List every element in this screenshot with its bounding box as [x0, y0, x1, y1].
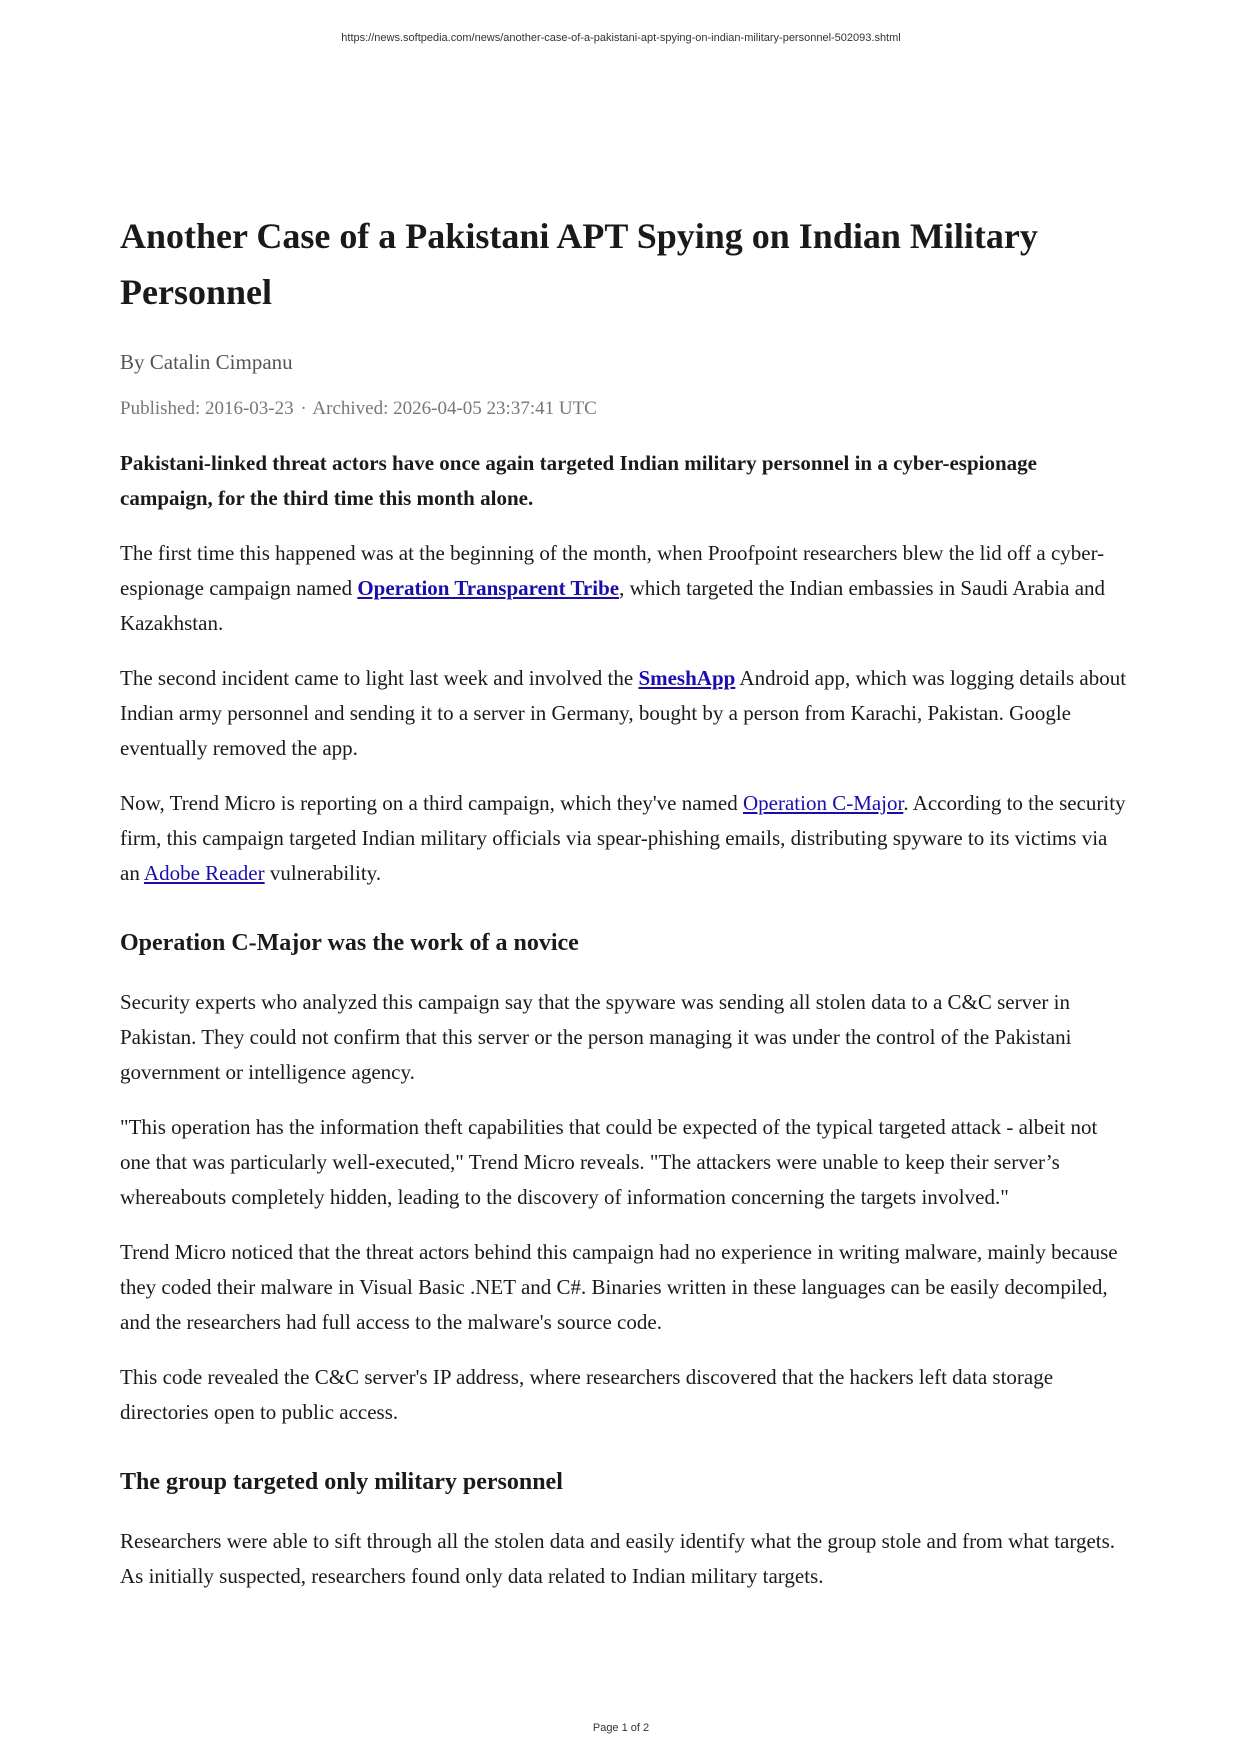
article [120, 208, 1130, 1594]
paragraph-3 [120, 786, 1130, 891]
page-number: Page 1 of 2 [592, 1722, 650, 1734]
archived-date: Archived: 2026-04-05 23:37:41 UTC [312, 398, 597, 419]
article-byline: By Catalin Cimpanu [120, 350, 293, 374]
paragraph-3-text-c: vulnerability. [264, 861, 382, 885]
operation-c-major-link[interactable]: Operation C-Major [742, 791, 904, 815]
paragraph-4: Security experts who analyzed this campaign say that the spyware was sending all stolen data to a C&C server in Pakistan. They could not confirm that this server or the person managing it was under the control of the Pakistani government or intelligence agency. [120, 990, 1072, 1084]
page-url-header: https://news.softpedia.com/news/another-case-of-a-pakistani-apt-spying-on-indian-military-personnel-502093.shtml [341, 32, 901, 44]
paragraph-6: Trend Micro noticed that the threat actors behind this campaign had no experience in writing malware, mainly because they coded their malware in Visual Basic .NET and C#. Binaries written in these languages can be easily decompiled, and the researchers had full access to the malware's source code. [120, 1240, 1118, 1334]
operation-transparent-tribe-link[interactable]: Operation Transparent Tribe [357, 576, 620, 600]
paragraph-3-text-b: . According to the security firm, this campaign targeted Indian military officials via spear-phishing emails, distributing spyware to its victims via an [120, 791, 1126, 885]
article-title: Another Case of a Pakistani APT Spying on Indian Military Personnel [120, 216, 1038, 312]
smeshapp-link[interactable]: SmeshApp [638, 666, 736, 690]
paragraph-3-text-a: Now, Trend Micro is reporting on a third campaign, which they've named [120, 791, 743, 815]
paragraph-1-text-b: , which targeted the Indian embassies in Saudi Arabia and Kazakhstan. [120, 576, 1106, 635]
paragraph-1-text-a: The first time this happened was at the beginning of the month, when Proofpoint researchers blew the lid off a cyber-espionage campaign named [120, 541, 1105, 600]
section-heading-military: The group targeted only military personnel [120, 1469, 563, 1495]
article-lede: Pakistani-linked threat actors have once again targeted Indian military personnel in a cyber-espionage campaign, for the third time this month alone. [120, 451, 1037, 510]
published-date: Published: 2016-03-23 [120, 398, 294, 419]
paragraph-7: This code revealed the C&C server's IP address, where researchers discovered that the hackers left data storage directories open to public access. [120, 1365, 1054, 1424]
adobe-reader-link[interactable]: Adobe Reader [143, 861, 265, 885]
paragraph-5: "This operation has the information theft capabilities that could be expected of the typical targeted attack - albeit not one that was particularly well-executed," Trend Micro reveals. "The attackers were unable to keep their server’s whereabouts completely hidden, leading to the discovery of information concerning the targets involved." [120, 1115, 1098, 1209]
article-meta [120, 396, 1130, 422]
meta-separator: · [300, 398, 307, 419]
paragraph-2 [120, 661, 1130, 766]
paragraph-2-text-b: Android app, which was logging details about Indian army personnel and sending it to a server in Germany, bought by a person from Karachi, Pakistan. Google eventually removed the app. [120, 666, 1127, 760]
paragraph-8: Researchers were able to sift through all the stolen data and easily identify what the group stole and from what targets. As initially suspected, researchers found only data related to Indian military targets. [120, 1529, 1116, 1588]
paragraph-2-text-a: The second incident came to light last week and involved the [120, 666, 639, 690]
paragraph-1 [120, 536, 1130, 641]
section-heading-novice: Operation C-Major was the work of a novice [120, 930, 579, 956]
